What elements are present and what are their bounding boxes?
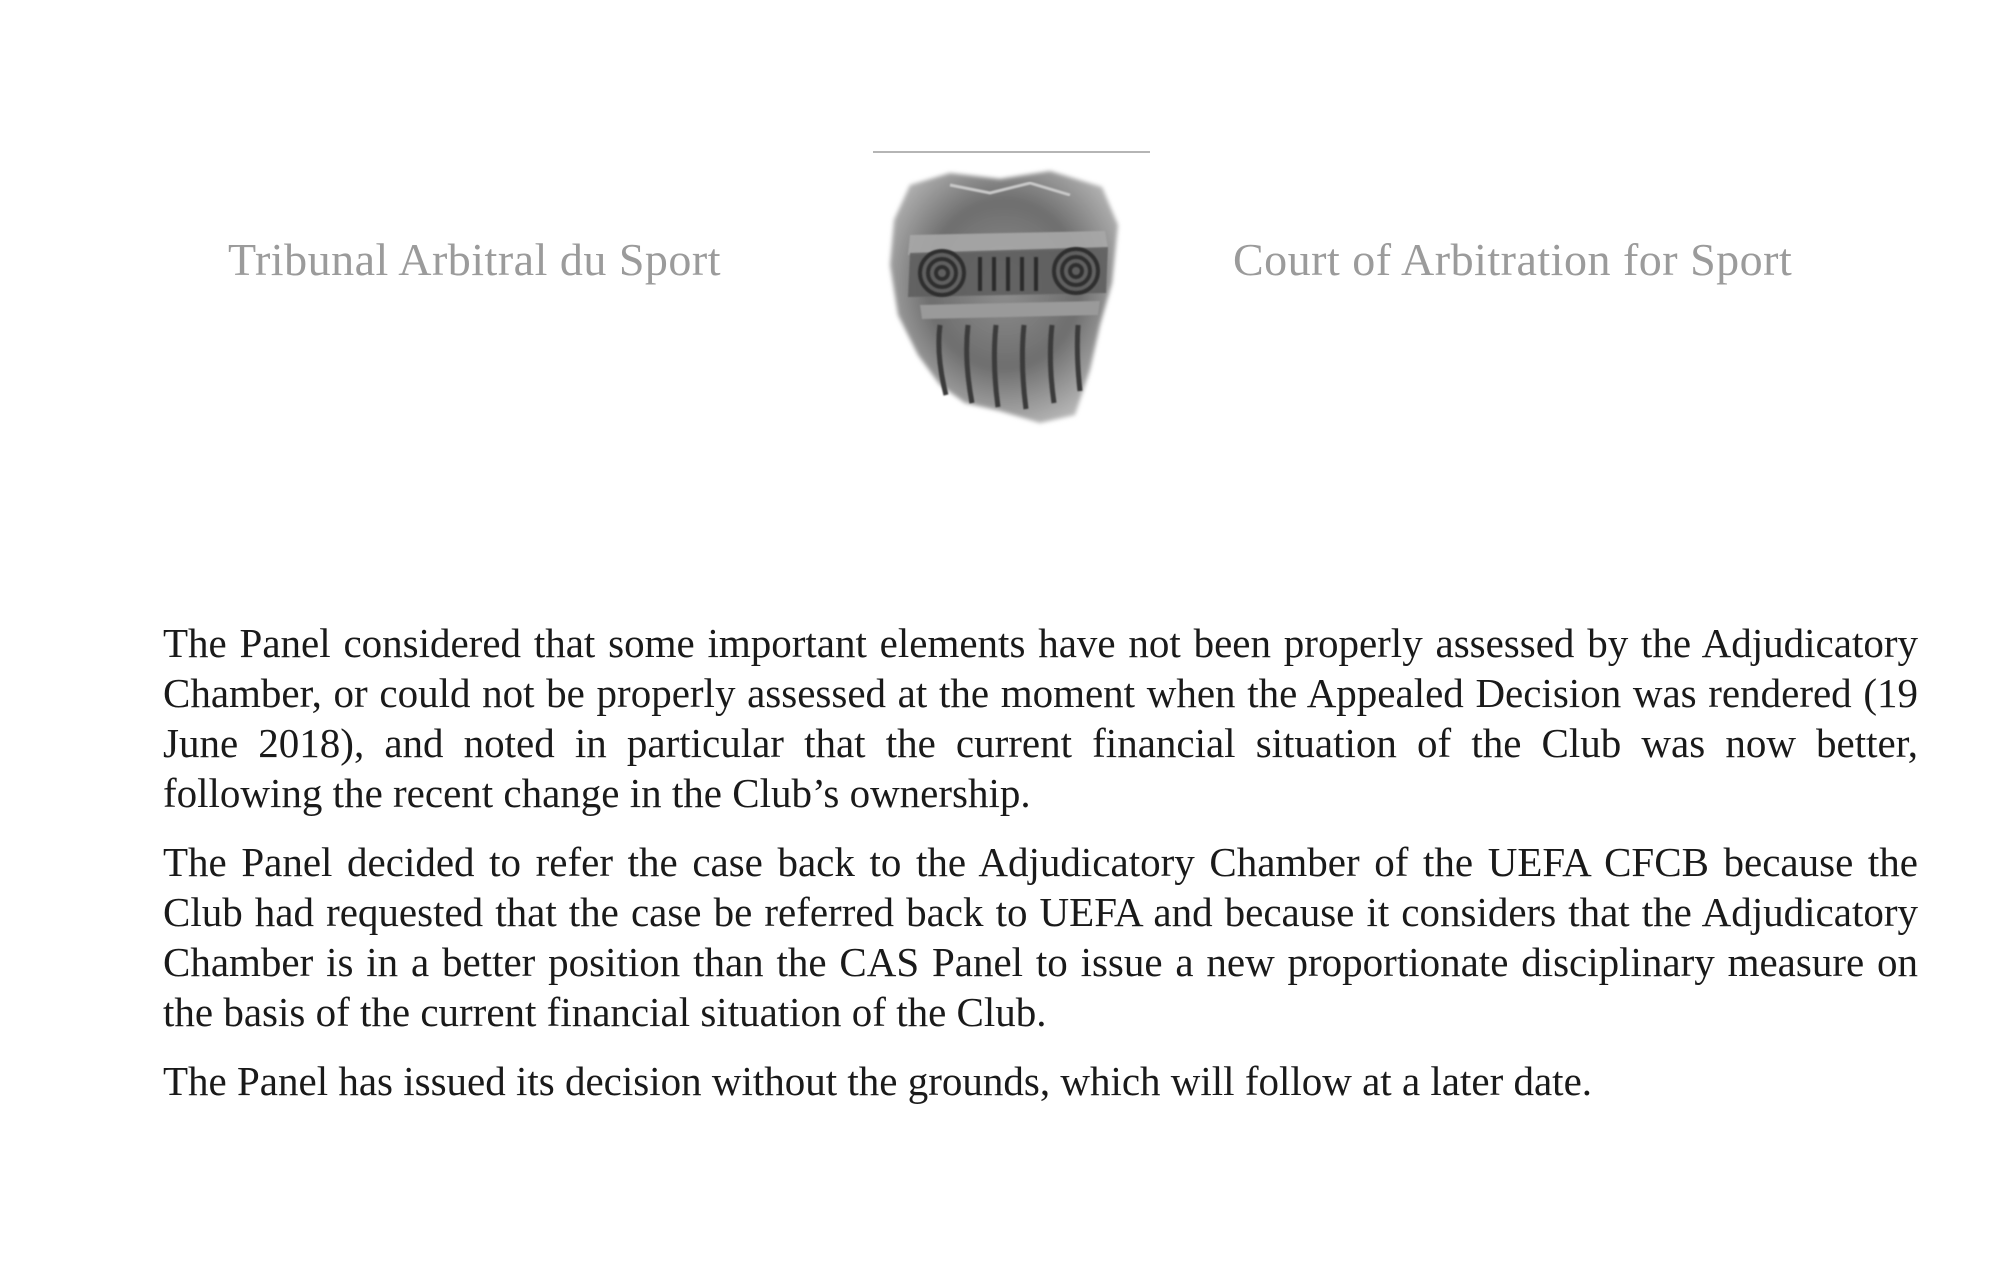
ionic-column-capital-icon	[880, 165, 1130, 430]
letterhead	[0, 0, 2015, 440]
org-name-french: Tribunal Arbitral du Sport	[228, 234, 722, 285]
press-release-body	[163, 618, 1918, 1125]
logo-rule	[873, 151, 1150, 153]
paragraph-grounds: The Panel has issued its decision without the grounds, which will follow at a later date.	[163, 1058, 1593, 1104]
org-name-english: Court of Arbitration for Sport	[1233, 234, 1793, 285]
paragraph-assessment: The Panel considered that some important elements have not been properly assessed by the Adjudicatory Chamber, or could not be properly assessed at the moment when the Appealed Decision was rendered (19 June 2018), and noted in particular that the current financial situation of the Club was now better, following the recent change in the Club’s ownership.	[163, 620, 1918, 816]
paragraph-referral: The Panel decided to refer the case back to the Adjudicatory Chamber of the UEFA CFCB because the Club had requested that the case be referred back to UEFA and because it considers that the Adjudicatory Chamber is in a better position than the CAS Panel to issue a new proportionate disciplinary measure on the basis of the current financial situation of the Club.	[163, 839, 1918, 1035]
